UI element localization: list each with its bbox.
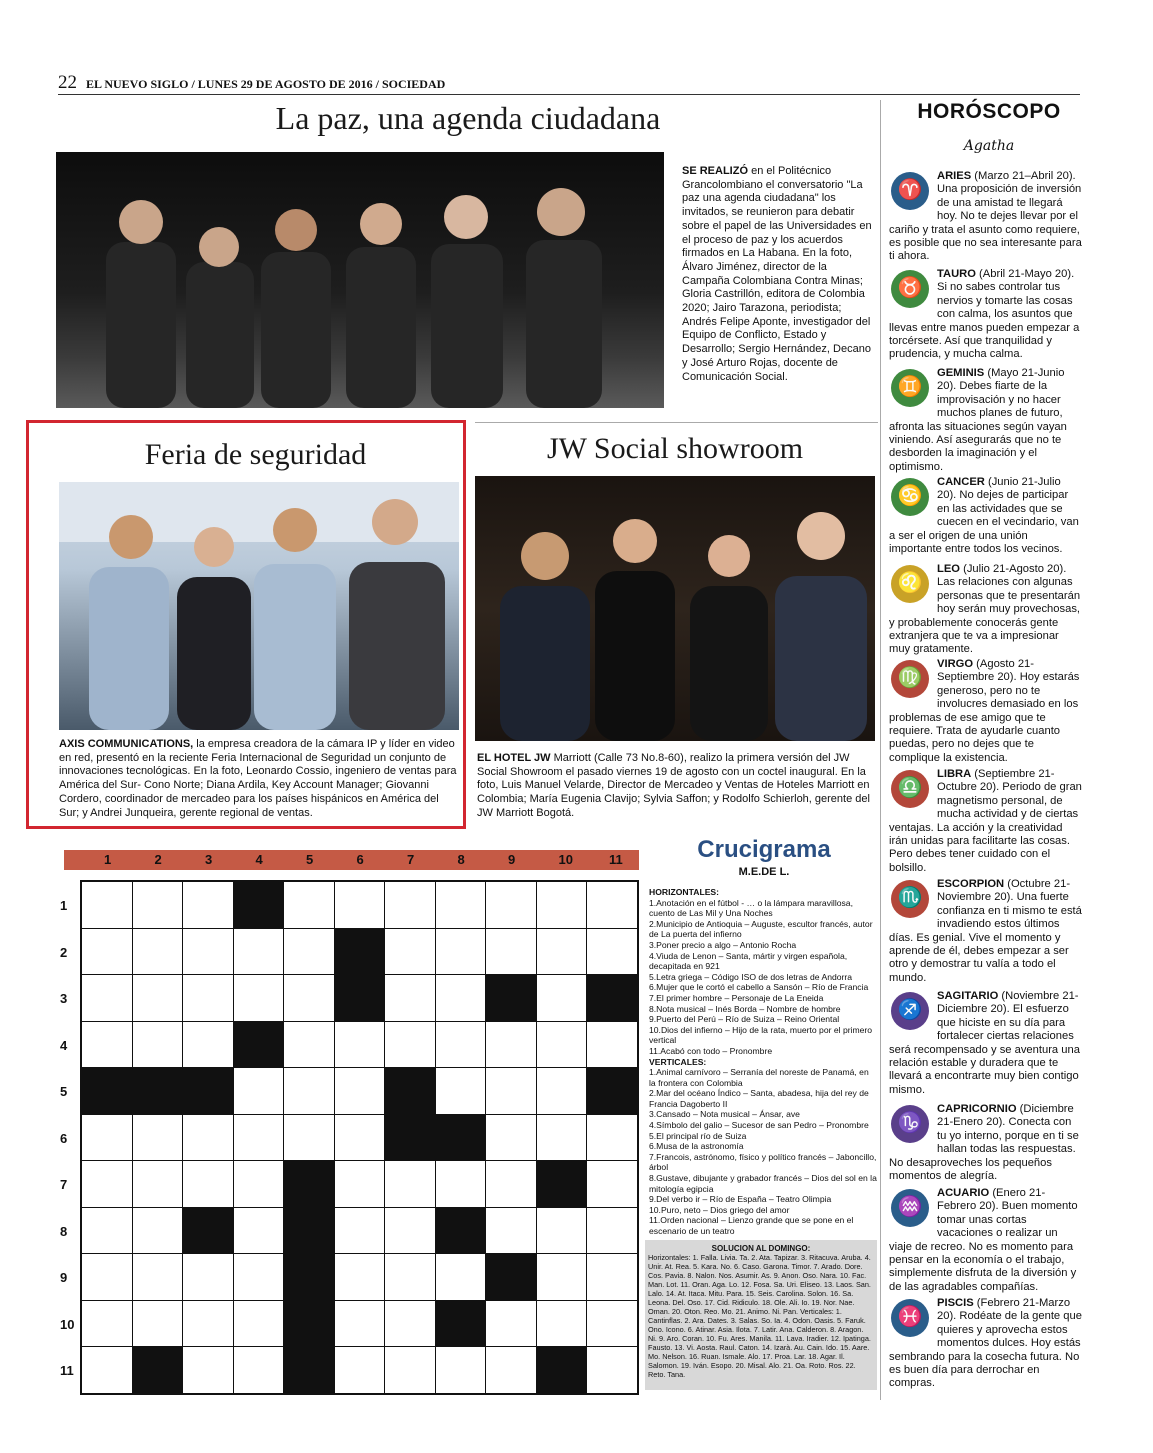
crossword-cell[interactable]: [284, 1068, 334, 1114]
crossword-cell[interactable]: [537, 1115, 587, 1161]
crossword-cell[interactable]: [183, 975, 233, 1021]
clue-item: 10.Dios del infierno – Hijo de la rata, muerto por el primero vertical: [649, 1024, 873, 1046]
crossword-cell[interactable]: [486, 1347, 536, 1393]
aries-icon: ♈: [891, 172, 929, 210]
sign-text: (Septiembre 21-Octubre 20). Periodo de gran magnetismo personal, de mucha actividad y de ciertas ventajas. La acción y la creatividad irán unidas para facilitarte las cosas. Pero debes tener cuidado con el bolsillo.: [889, 768, 1082, 874]
clue-item: 6.Musa de la astronomía: [649, 1141, 744, 1152]
column-divider: [880, 100, 881, 1400]
crossword-cell[interactable]: [486, 1022, 536, 1068]
crossword-cell[interactable]: [82, 929, 132, 975]
crossword-cell[interactable]: [537, 1301, 587, 1347]
clue-item: 3.Poner precio a algo – Antonio Rocha: [649, 939, 797, 950]
crossword-cell[interactable]: [82, 1347, 132, 1393]
crossword-cell[interactable]: [133, 1022, 183, 1068]
horoscope-sign: [889, 563, 1082, 657]
clue-item: 7.Francois, astrónomo, físico y político francés – Jaboncillo, árbol: [649, 1151, 877, 1173]
crossword-row-number: 1: [60, 898, 68, 913]
crossword-cell[interactable]: [82, 1301, 132, 1347]
crossword-cell[interactable]: [537, 975, 587, 1021]
crossword-cell[interactable]: [183, 1161, 233, 1207]
crossword-cell[interactable]: [335, 1022, 385, 1068]
crossword-row-number: 7: [60, 1177, 68, 1192]
crossword-cell[interactable]: [335, 1161, 385, 1207]
clue-item: 7.El primer hombre – Personaje de La Eneida: [649, 992, 824, 1003]
sign-text: (Noviembre 21-Diciembre 20). El esfuerzo que hiciste en su día para fortalecer ciertas relaciones será recompensado y se aventura una relación estable y duradera que te llevará a encontrarte muy bien contigo mismo.: [889, 990, 1080, 1096]
crossword-cell[interactable]: [385, 1254, 435, 1300]
crossword-column-number: 4: [255, 852, 263, 867]
crossword-row-number: 6: [60, 1130, 68, 1146]
crossword-black-cell: [385, 1068, 435, 1114]
sign-name: GEMINIS: [937, 367, 985, 379]
article-jw-headline: JW Social showroom: [546, 432, 804, 465]
crossword-cell[interactable]: [537, 1068, 587, 1114]
crossword-cell[interactable]: [284, 975, 334, 1021]
crossword-cell[interactable]: [537, 1022, 587, 1068]
crossword-cell[interactable]: [82, 1022, 132, 1068]
crossword-cell[interactable]: [82, 1254, 132, 1300]
crossword-row-number: 5: [60, 1084, 68, 1099]
crossword-cell[interactable]: [486, 1161, 536, 1207]
crossword-cell[interactable]: [133, 1254, 183, 1300]
crossword-row-number: 11: [60, 1363, 74, 1378]
sign-text: (Mayo 21-Junio 20). Debes fiarte de la improvisación y no hacer muchos planes de futuro, afronta las situaciones según vayan viniendo. Así asegurarás que no te desborden la imaginación y el optimismo.: [889, 367, 1067, 473]
virgo-icon: ♍: [891, 660, 929, 698]
crossword-black-cell: [335, 929, 385, 975]
crossword-cell[interactable]: [335, 1301, 385, 1347]
sign-text: (Julio 21-Agosto 20). Las relaciones con algunas personas que te presentarán hoy serán muy provechosas, y probablemente conocerás gente extranjera que te va a impresionar muy gratamente.: [889, 563, 1081, 656]
crossword-cell[interactable]: [486, 882, 536, 928]
booth-photo-figures: [59, 482, 459, 730]
crossword-black-cell: [486, 975, 536, 1021]
hotel-photo-figures: [475, 476, 875, 741]
crossword-cell[interactable]: [385, 1301, 435, 1347]
horoscope-sign: [889, 990, 1082, 1097]
page-number: 22: [58, 72, 77, 93]
crossword-cell[interactable]: [385, 1022, 435, 1068]
scorpio-icon: ♏: [891, 880, 929, 918]
sign-name: TAURO: [937, 268, 976, 280]
crossword-black-cell: [436, 1115, 486, 1161]
crossword-cell[interactable]: [234, 1347, 284, 1393]
crossword-cell[interactable]: [234, 1115, 284, 1161]
crossword-cell[interactable]: [234, 1208, 284, 1254]
crossword-clues: [649, 887, 877, 1237]
crossword-title: Crucigrama: [697, 836, 831, 863]
crossword-cell[interactable]: [385, 929, 435, 975]
crossword-cell[interactable]: [234, 1068, 284, 1114]
crossword-cell[interactable]: [537, 929, 587, 975]
caption-body: Marriott (Calle 73 No.8-60), realizo la primera versión del JW Social Showroom el pasado viernes 19 de agosto con un coctel inaugural. En la foto, Luis Manuel Velarde, Director de Mercadeo y Ventas de Hoteles Marriott en Colombia; María Eugenia Clavijo; Sylvia Saffon; y Rodolfo Schierloh, gerente del JW Marriott Bogotá.: [477, 752, 870, 819]
crossword-cell[interactable]: [183, 1022, 233, 1068]
horoscope-sign: [889, 658, 1082, 765]
horoscope-sign: [889, 768, 1082, 875]
libra-icon: ♎: [891, 770, 929, 808]
sign-text: (Octubre 21-Noviembre 20). Una fuerte confianza en ti mismo te está invadiendo estos últimos días. Es genial. Vive el momento y aprende de él, debes empezar a ser otro y demostrar tu valía a todo el mundo.: [889, 878, 1082, 984]
sign-text: (Agosto 21-Septiembre 20). Hoy estarás generoso, pero no te involucres demasiado en los problemas de ese amigo que te requiere. Trata de ayudarle cuanto puedas, pero no dejes que te complique la existencia.: [889, 658, 1080, 764]
clue-item: 3.Cansado – Nota musical – Ánsar, ave: [649, 1109, 800, 1120]
crossword-cell[interactable]: [385, 1347, 435, 1393]
crossword-grid[interactable]: [80, 880, 639, 1395]
crossword-black-cell: [284, 1254, 334, 1300]
clue-item: 1.Anotación en el fútbol - … o la lámpara maravillosa, cuento de Las Mil y Una Noches: [649, 897, 853, 919]
clue-item: 2.Mar del océano Índico – Santa, abadesa, hija del rey de Francia Dagoberto II: [649, 1088, 869, 1109]
crossword-cell[interactable]: [436, 1161, 486, 1207]
crossword-cell[interactable]: [385, 1161, 435, 1207]
crossword-black-cell: [133, 1068, 183, 1114]
crossword-cell[interactable]: [486, 1115, 536, 1161]
sign-text: (Abril 21-Mayo 20). Si no sabes controlar tus nervios y tomarte las cosas con calma, los asuntos que llevas entre manos pueden empezar a torcérsete. Así que tranquilidad y prudencia, y mucha calma.: [889, 268, 1080, 361]
caption-body: en el Politécnico Grancolombiano el conversatorio "La paz una agenda ciudadana" los invitados, se reunieron para debatir sobre el papel de las Universidades en el proceso de paz y los acuerdos firmados en La Habana. En la foto, Álvaro Jiménez, director de la Campaña Colombiana Contra Minas; Gloria Castrillón, editora de Colombia 2020; Jairo Tarazona, periodista; Andrés Felipe Aponte, investigador del Equipo de Conflicto, Estado y Desarrollo; Sergio Hernández, Decano y José Arturo Rojas, docente de Comunicación Social.: [682, 165, 872, 383]
crossword-black-cell: [234, 882, 284, 928]
crossword-cell[interactable]: [587, 1301, 637, 1347]
crossword-cell[interactable]: [82, 1115, 132, 1161]
crossword-black-cell: [436, 1208, 486, 1254]
crossword-cell[interactable]: [436, 1022, 486, 1068]
sign-text: (Junio 21-Julio 20). No dejes de participar en las actividades que se cuecen en el vecindario, van a ser el origen de una unión importante entre todos los vecinos.: [889, 476, 1079, 556]
crossword-solution: [645, 1240, 877, 1390]
clue-item: 10.Puro, neto – Dios griego del amor: [649, 1204, 790, 1215]
taurus-icon: ♉: [891, 270, 929, 308]
crossword-black-cell: [486, 1254, 536, 1300]
crossword-cell[interactable]: [486, 1301, 536, 1347]
clue-item: 6.Mujer que le cortó el cabello a Sansón – Río de Francia: [649, 982, 869, 993]
crossword-cell[interactable]: [133, 1208, 183, 1254]
crossword-black-cell: [436, 1301, 486, 1347]
crossword-column-number: 10: [558, 852, 573, 867]
crossword-cell[interactable]: [486, 1208, 536, 1254]
crossword-cell[interactable]: [587, 1347, 637, 1393]
crossword-cell[interactable]: [183, 1254, 233, 1300]
crossword-column-number: 1: [104, 852, 112, 867]
crossword-column-number: 8: [457, 852, 465, 867]
horoscope-sign: [889, 170, 1082, 264]
crossword-cell[interactable]: [82, 1161, 132, 1207]
crossword-cell[interactable]: [537, 1254, 587, 1300]
sign-name: ARIES: [937, 170, 972, 182]
horoscope-sign: [889, 878, 1082, 985]
horoscope-title: HORÓSCOPO: [917, 100, 1061, 123]
crossword-cell[interactable]: [436, 882, 486, 928]
crossword-black-cell: [133, 1347, 183, 1393]
article-jw-photo: [475, 476, 875, 741]
crossword-cell[interactable]: [335, 882, 385, 928]
clue-item: 8.Nota musical – Inés Borda – Nombre de hombre: [649, 1003, 841, 1014]
horoscope-sign: [889, 1187, 1082, 1294]
crossword-black-cell: [183, 1068, 233, 1114]
sign-name: PISCIS: [937, 1297, 974, 1309]
crossword-cell[interactable]: [385, 1208, 435, 1254]
sign-name: CAPRICORNIO: [937, 1103, 1017, 1115]
sign-text: (Febrero 21-Marzo 20). Rodéate de la gente que quieres y aprovecha estos momentos dulces. Hoy estás sembrando para la cosecha futura. No es buen día para derrochar en compras.: [889, 1297, 1082, 1390]
aquarius-icon: ♒: [891, 1189, 929, 1227]
sign-text: (Enero 21-Febrero 20). Buen momento tomar unas cortas vacaciones o realizar un viaje de recreo. No es momento para pensar en la economía o el trabajo, simplemente disfruta de la diversión y de las agradables compañías.: [889, 1187, 1078, 1293]
crossword-cell[interactable]: [436, 1254, 486, 1300]
crossword-row-number: 2: [60, 944, 68, 960]
crossword-cell[interactable]: [486, 929, 536, 975]
clue-item: 2.Municipio de Antioquia – Auguste, escultor francés, autor de La puerta del infierno: [649, 918, 873, 940]
crossword-black-cell: [335, 975, 385, 1021]
crossword-cell[interactable]: [82, 975, 132, 1021]
crossword-cell[interactable]: [234, 929, 284, 975]
masthead-text: EL NUEVO SIGLO / LUNES 29 DE AGOSTO DE 2016 / SOCIEDAD: [86, 77, 446, 91]
clue-item: 9.Puerto del Perú – Río de Suiza – Reino Oriental: [649, 1014, 840, 1025]
solution-text: Horizontales: 1. Falla. Livia. Ta. 2. Ata. Tapizar. 3. Ritacuva. Aruba. 4. Unir. At. Rea. 5. Kara. No. 6. Caso. Garona. Timor. 7. Arado. Dore. Cos. Pavia. 8. Nalon. Nos. Asumir. As. 9. Anon. Oso. Nara. 10. Fac. Man. Lot. 11. Oran. Aga. Lo. 12. Fosa. Sa. Uri. Eliseo. 13. Laos. San. Lalo. 14. At. Itaca. Mitu. Para. 15. Seis. Carolina. Solon. 16. Sa. Leona. Del. Oso. 17. Cid. Ridiculo. 18. Ole. Ali. Io. 19. Nor. Nae. Oman. 20. Oton. Reo. Mo. 21. Animo. Ni. Pan. Verticales: 1. Cantinflas. 2. Ara. Dates. 3. Salas. So. Ia. 4. Odon. Oasis. 5. Faruk. Ono. Icono. 6. Atinar. Asia. Ilota. 7. Latir. Ana. Calderon. 8. Aragon. Ni. 9. Aro. Coran. 10. Fu. Ares. Manila. 11. Lava. Iradier. 12. Ipatinga. Fausto. 13. Vi. Aosta. Raul. Caton. 14. Izarà. Au. Cain. Ido. 15. Aare. Mo. Nelson. 16. Ruan. Ismale. Alo. 17. Proa. Lar. 18. Agar. Il. Salomon. 19. Iván. Esopo. 20. Misal. Alo. 21. Oa. Roto. Ros. 22. Reto. Tana.: [648, 1253, 871, 1379]
crossword-cell[interactable]: [587, 1022, 637, 1068]
clue-item: 1.Animal carnívoro – Serranía del noreste de Panamá, en la frontera con Colombia: [649, 1067, 869, 1088]
horoscope-sign: [889, 476, 1082, 556]
article-paz-caption: [682, 165, 872, 384]
clue-item: 8.Gustave, dibujante y grabador francés – Dios del sol en la mitología egipcia: [649, 1173, 877, 1194]
crossword-cell[interactable]: [133, 1161, 183, 1207]
clue-item: 11.Acabó con todo – Pronombre: [649, 1045, 773, 1056]
crossword-cell[interactable]: [537, 1208, 587, 1254]
crossword-cell[interactable]: [436, 929, 486, 975]
crossword-cell[interactable]: [183, 882, 233, 928]
horoscope-sign: [889, 268, 1082, 362]
crossword-column-numbers: [64, 850, 639, 870]
crossword-cell[interactable]: [385, 882, 435, 928]
sign-name: LEO: [937, 563, 960, 575]
article-paz-headline: La paz, una agenda ciudadana: [275, 100, 661, 136]
horoscope-sign: [889, 1103, 1082, 1183]
crossword-cell[interactable]: [587, 882, 637, 928]
crossword-black-cell: [284, 1161, 334, 1207]
caption-lead: SE REALIZÓ: [682, 165, 749, 177]
crossword-row-number: 3: [60, 991, 68, 1006]
sign-name: SAGITARIO: [937, 990, 999, 1002]
crossword-cell[interactable]: [436, 975, 486, 1021]
crossword-cell[interactable]: [335, 1254, 385, 1300]
caption-lead: AXIS COMMUNICATIONS,: [59, 738, 194, 750]
clue-item: 11.Orden nacional – Lienzo grande que se pone en el escenario de un teatro: [649, 1215, 854, 1236]
crossword-black-cell: [537, 1347, 587, 1393]
horoscope-author: Agatha: [963, 138, 1015, 154]
crossword-black-cell: [537, 1161, 587, 1207]
crossword-cell[interactable]: [82, 882, 132, 928]
crossword-cell[interactable]: [537, 882, 587, 928]
crossword-column-number: 6: [356, 852, 364, 867]
gemini-icon: ♊: [891, 369, 929, 407]
clue-item: 4.Viuda de Lenon – Santa, mártir y virgen española, decapitada en 921: [649, 950, 848, 972]
crossword-cell[interactable]: [385, 975, 435, 1021]
crossword-black-cell: [284, 1301, 334, 1347]
crossword-cell[interactable]: [183, 929, 233, 975]
sign-name: VIRGO: [937, 658, 974, 670]
crossword-cell[interactable]: [335, 1208, 385, 1254]
capricorn-icon: ♑: [891, 1105, 929, 1143]
crossword-column-number: 2: [154, 852, 162, 867]
article-feria-photo: [59, 482, 459, 730]
crossword-cell[interactable]: [436, 1347, 486, 1393]
crossword-cell[interactable]: [335, 1347, 385, 1393]
crossword-row-number: 10: [60, 1316, 75, 1332]
crossword-cell[interactable]: [587, 1254, 637, 1300]
crossword-cell[interactable]: [284, 1022, 334, 1068]
horoscope-sign: [889, 367, 1082, 474]
crossword-black-cell: [284, 1347, 334, 1393]
crossword-column-number: 11: [609, 852, 623, 867]
crossword-cell[interactable]: [335, 1068, 385, 1114]
crossword-cell[interactable]: [234, 1301, 284, 1347]
crossword-cell[interactable]: [82, 1208, 132, 1254]
crossword-cell[interactable]: [436, 1068, 486, 1114]
crossword-cell[interactable]: [486, 1068, 536, 1114]
crossword-black-cell: [587, 1068, 637, 1114]
crossword-author: M.E.DE L.: [738, 866, 790, 878]
crossword-column-number: 9: [508, 852, 516, 867]
sign-name: CANCER: [937, 476, 985, 488]
verticales-label: VERTICALES:: [649, 1056, 707, 1067]
crossword-cell[interactable]: [587, 1161, 637, 1207]
article-feria-headline: Feria de seguridad: [144, 438, 367, 471]
crossword-cell[interactable]: [234, 975, 284, 1021]
crossword-cell[interactable]: [284, 929, 334, 975]
verticales-list: [649, 1067, 877, 1237]
clue-item: 9.Del verbo ir – Río de España – Teatro Olimpia: [649, 1194, 832, 1205]
crossword-row-number: 8: [60, 1223, 68, 1239]
divider: [475, 422, 878, 423]
masthead: [58, 72, 1080, 95]
clue-item: 5.El principal río de Suiza: [649, 1130, 747, 1141]
clue-item: 4.Símbolo del galio – Sucesor de san Pedro – Pronombre: [649, 1120, 869, 1131]
crossword-black-cell: [587, 975, 637, 1021]
crossword-cell[interactable]: [133, 882, 183, 928]
clue-item: 5.Letra griega – Código ISO de dos letras de Andorra: [649, 971, 853, 982]
crossword-row-number: 4: [60, 1037, 68, 1053]
article-feria-caption: [59, 738, 459, 820]
crossword-black-cell: [82, 1068, 132, 1114]
leo-icon: ♌: [891, 565, 929, 603]
crossword-cell[interactable]: [335, 1115, 385, 1161]
sign-name: ACUARIO: [937, 1187, 990, 1199]
crossword-black-cell: [284, 1208, 334, 1254]
crossword-cell[interactable]: [234, 1161, 284, 1207]
crossword-cell[interactable]: [133, 975, 183, 1021]
horoscope-sign: [889, 1297, 1082, 1391]
crossword-black-cell: [183, 1208, 233, 1254]
crossword-cell[interactable]: [284, 1115, 334, 1161]
caption-lead: EL HOTEL JW: [477, 752, 551, 764]
crossword-row-number: 9: [60, 1270, 68, 1285]
article-paz-photo: [56, 152, 664, 408]
sign-text: (Marzo 21–Abril 20). Una proposición de inversión de una amistad te llegará hoy. No te dejes llevar por el cariño y trata el asunto como requiere, es posible que no sea interesante para ti ahora.: [889, 170, 1082, 263]
article-jw-caption: [477, 752, 877, 821]
crossword-column-number: 5: [306, 852, 314, 867]
crossword-cell[interactable]: [133, 1301, 183, 1347]
horizontales-label: HORIZONTALES:: [649, 887, 720, 897]
crossword-cell[interactable]: [284, 882, 334, 928]
sagittarius-icon: ♐: [891, 992, 929, 1030]
solution-title: SOLUCION AL DOMINGO:: [711, 1244, 811, 1253]
crossword-cell[interactable]: [183, 1301, 233, 1347]
sign-name: ESCORPION: [937, 878, 1005, 890]
crossword-cell[interactable]: [183, 1347, 233, 1393]
caption-body: la empresa creadora de la cámara IP y líder en video en red, presentó en la reciente Feria Internacional de Seguridad un conjunto de innovaciones tecnológicas. En la foto, Leonardo Cossio, ingeniero de ventas para América del Sur- Cono Norte; Diana Ardila, Key Account Manager; Giovanni Cordero, coordinador de mercadeo para los países hispánicos en América del Sur; y Andrei Junqueira, gerente regional de ventas.: [59, 738, 457, 819]
crossword-cell[interactable]: [133, 1115, 183, 1161]
crossword-cell[interactable]: [587, 1115, 637, 1161]
sign-name: LIBRA: [937, 768, 972, 780]
crossword-black-cell: [385, 1115, 435, 1161]
sign-text: (Diciembre 21-Enero 20). Conecta con tu yo interno, porque en ti se hallan todas las respuestas. No desaproveches los pequeños momentos de alegría.: [889, 1103, 1079, 1183]
crossword-cell[interactable]: [183, 1115, 233, 1161]
crossword-cell[interactable]: [587, 1208, 637, 1254]
crossword-black-cell: [234, 1022, 284, 1068]
crossword-cell[interactable]: [234, 1254, 284, 1300]
horizontales-list: [649, 898, 877, 1057]
group-photo-figures: [56, 152, 664, 408]
crossword-cell[interactable]: [133, 929, 183, 975]
pisces-icon: ♓: [891, 1299, 929, 1337]
crossword-header: [650, 836, 878, 878]
cancer-icon: ♋: [891, 478, 929, 516]
crossword-cell[interactable]: [587, 929, 637, 975]
crossword-column-number: 3: [205, 852, 213, 867]
crossword-column-number: 7: [407, 852, 415, 867]
